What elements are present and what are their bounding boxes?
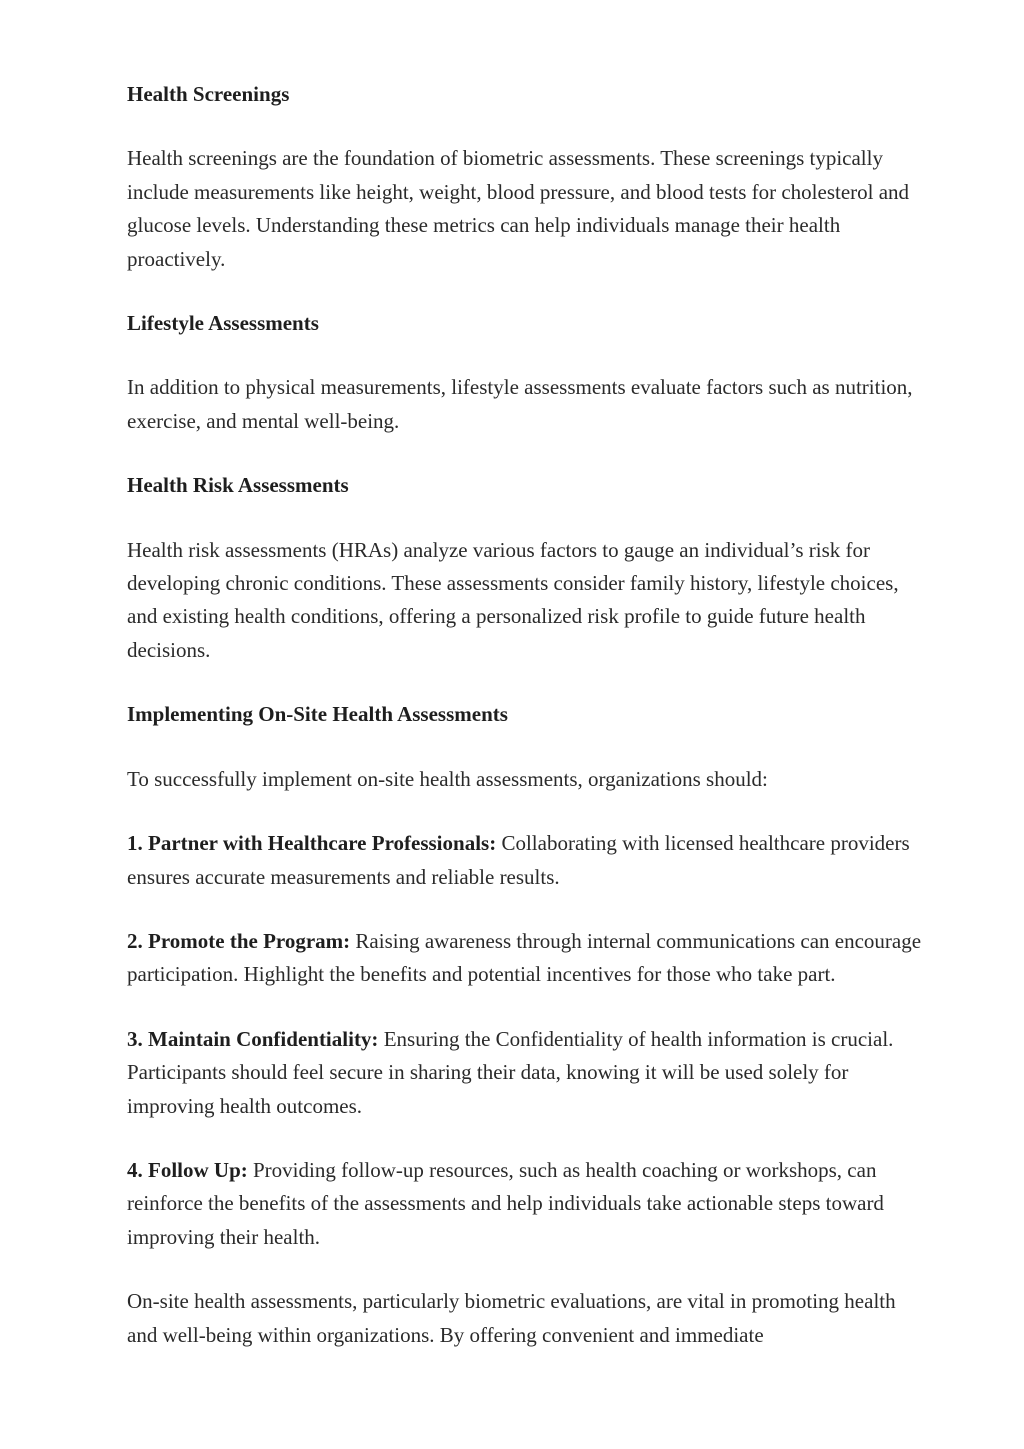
conclusion-paragraph: On-site health assessments, particularly biometric evaluations, are vital in promoting health and well-being within organizations. By offering convenient and immediate: [127, 1289, 896, 1347]
step-text: Ensuring the Confidentiality of health information is crucial. Participants should feel secure in sharing their data, knowing it will be used solely for improving health outcomes.: [127, 1026, 894, 1118]
section-heading-health-screenings: Health Screenings: [127, 82, 290, 106]
document-page: [127, 78, 927, 1352]
step-text: Raising awareness through internal communications can encourage participation. Highlight the benefits and potential incentives for those who take part.: [127, 928, 922, 987]
section-heading-health-risk-assessments: Health Risk Assessments: [127, 473, 349, 498]
section-heading-lifestyle-assessments: Lifestyle Assessments: [127, 311, 319, 336]
step-text: Collaborating with licensed healthcare providers ensures accurate measurements and reliable results.: [127, 831, 910, 889]
step-item: [127, 827, 927, 894]
step-label: 3. Maintain Confidentiality:: [127, 1026, 379, 1051]
section-body-implementing: To successfully implement on-site health assessments, organizations should:: [127, 766, 768, 791]
step-label: 4. Follow Up:: [127, 1157, 248, 1182]
section-body-health-risk-assessments: Health risk assessments (HRAs) analyze various factors to gauge an individual’s risk for developing chronic conditions. These assessments consider family history, lifestyle choices, and existing health conditions, offering a personalized risk profile to guide future health decisions.: [127, 537, 899, 662]
step-label: 2. Promote the Program:: [127, 928, 351, 953]
step-text: Providing follow-up resources, such as health coaching or workshops, can reinforce the benefits of the assessments and help individuals take actionable steps toward improving their health.: [127, 1157, 884, 1249]
section-body-lifestyle-assessments: In addition to physical measurements, lifestyle assessments evaluate factors such as nutrition, exercise, and mental well-being.: [127, 375, 913, 433]
section-heading-implementing: Implementing On-Site Health Assessments: [127, 702, 508, 727]
step-item: [127, 1154, 927, 1254]
step-label: 1. Partner with Healthcare Professionals:: [127, 831, 497, 856]
section-body-health-screenings: Health screenings are the foundation of biometric assessments. These screenings typically include measurements like height, weight, blood pressure, and blood tests for cholesterol and glucose levels. Understanding these metrics can help individuals manage their health proactively.: [127, 146, 910, 271]
step-item: [127, 1023, 927, 1123]
step-item: [127, 925, 927, 992]
